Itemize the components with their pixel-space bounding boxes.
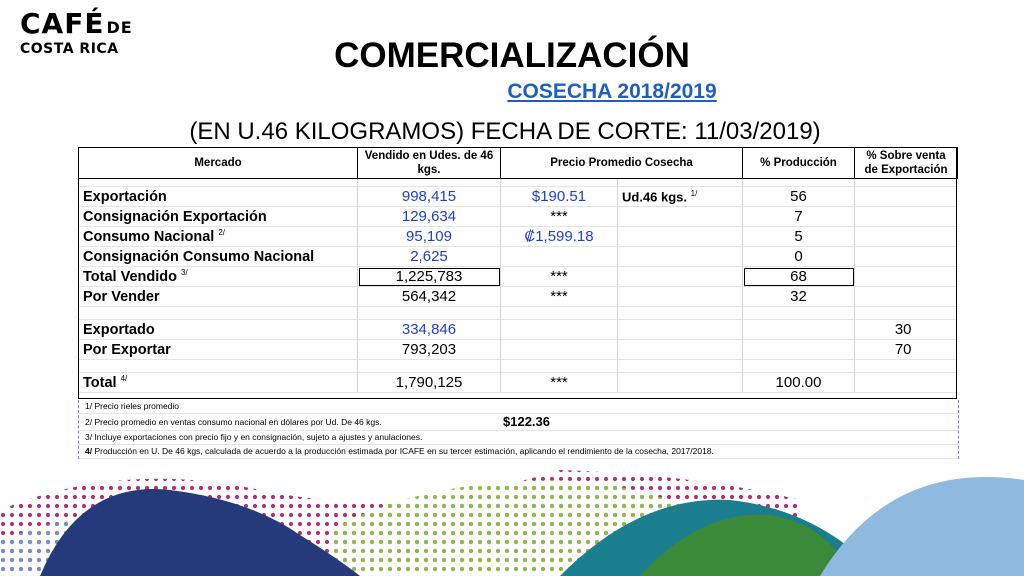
produccion-exportacion: 56 bbox=[743, 187, 855, 207]
logo-text-cafe: CAFÉ bbox=[20, 7, 105, 40]
subtitle-text: COSECHA 2018/2019 bbox=[507, 80, 717, 103]
precio-total: *** bbox=[501, 373, 618, 393]
row-label-consignacion-consumo: Consignación Consumo Nacional bbox=[79, 247, 358, 267]
page-title: COMERCIALIZACIÓN bbox=[334, 36, 690, 75]
produccion-por-vender: 32 bbox=[743, 287, 855, 307]
light-blue-hill bbox=[820, 477, 1024, 576]
precio-exportacion: $190.51 bbox=[501, 187, 618, 207]
vendido-por-exportar: 793,203 bbox=[358, 340, 501, 360]
precio-por-vender: *** bbox=[501, 287, 618, 307]
units-and-cutoff-heading: (EN U.46 KILOGRAMOS) FECHA DE CORTE: 11/03/2019) bbox=[189, 118, 821, 145]
row-label-exportacion: Exportación bbox=[79, 187, 358, 207]
sobre-venta-por-exportar: 70 bbox=[855, 340, 958, 360]
precio-consumo-nacional: ₡1,599.18 bbox=[501, 227, 618, 247]
logo-text-costa-rica: COSTA RICA bbox=[20, 41, 119, 57]
table-row bbox=[79, 187, 958, 207]
precio-total-vendido: *** bbox=[501, 267, 618, 287]
table-row bbox=[79, 207, 958, 227]
header-produccion: % Producción bbox=[743, 148, 855, 179]
unit-exportacion: Ud.46 kgs. $^{1/}$ bbox=[618, 187, 743, 207]
vendido-consignacion-consumo: 2,625 bbox=[358, 247, 501, 267]
vendido-consignacion-exportacion: 129,634 bbox=[358, 207, 501, 227]
header-sobre-venta: % Sobre venta de Exportación bbox=[855, 148, 958, 179]
footnote-3: 3/ Incluye exportaciones con precio fijo y en consignación, sujeto a ajustes y anulaciones. bbox=[79, 431, 958, 445]
produccion-consignacion-consumo: 0 bbox=[743, 247, 855, 267]
table-row bbox=[79, 340, 958, 360]
header-vendido: Vendido en Udes. de 46 kgs. bbox=[358, 148, 501, 179]
footnote-2-value: $122.36 bbox=[503, 414, 550, 429]
table-row bbox=[79, 227, 958, 247]
footnote-2: 2/ Precio promedio en ventas consumo nacional en dólares por Ud. De 46 kgs. $122.36 bbox=[79, 414, 958, 431]
row-label-total: Total $^{4/}$ bbox=[79, 373, 358, 393]
vendido-exportacion: 998,415 bbox=[358, 187, 501, 207]
header-mercado: Mercado bbox=[79, 148, 358, 179]
produccion-consumo-nacional: 5 bbox=[743, 227, 855, 247]
logo-text-de: DE bbox=[106, 18, 133, 37]
row-label-consignacion-exportacion: Consignación Exportación bbox=[79, 207, 358, 227]
sobre-venta-exportado: 30 bbox=[855, 320, 958, 340]
footnote-1: 1/ Precio rieles promedio bbox=[79, 400, 958, 414]
table-row bbox=[79, 320, 958, 340]
footnote-4: 4/ Producción en U. De 46 kgs, calculada de acuerdo a la producción estimada por ICAFE en su tercer estimación, aplicando el rendimiento de la cosecha, 2017/2018. bbox=[79, 445, 958, 459]
row-label-total-vendido: Total Vendido $^{3/}$ bbox=[79, 267, 358, 287]
table-row bbox=[79, 373, 958, 393]
page-subtitle bbox=[0, 80, 1024, 104]
vendido-consumo-nacional: 95,109 bbox=[358, 227, 501, 247]
row-label-consumo-nacional: Consumo Nacional $^{2/}$ bbox=[79, 227, 358, 247]
precio-consignacion-exportacion: *** bbox=[501, 207, 618, 227]
produccion-total: 100.00 bbox=[743, 373, 855, 393]
table-row bbox=[79, 287, 958, 307]
table-header-row bbox=[79, 148, 958, 179]
row-label-por-exportar: Por Exportar bbox=[79, 340, 358, 360]
commercialization-table bbox=[78, 147, 958, 393]
vendido-por-vender: 564,342 bbox=[358, 287, 501, 307]
produccion-consignacion-exportacion: 7 bbox=[743, 207, 855, 227]
vendido-exportado: 334,846 bbox=[358, 320, 501, 340]
decorative-landscape bbox=[0, 440, 1024, 576]
row-label-por-vender: Por Vender bbox=[79, 287, 358, 307]
row-label-exportado: Exportado bbox=[79, 320, 358, 340]
vendido-total: 1,790,125 bbox=[358, 373, 501, 393]
table-row bbox=[79, 267, 958, 287]
vendido-total-vendido: 1,225,783 bbox=[358, 267, 501, 287]
header-precio: Precio Promedio Cosecha bbox=[501, 148, 743, 179]
produccion-total-vendido: 68 bbox=[743, 267, 855, 287]
table-row bbox=[79, 247, 958, 267]
